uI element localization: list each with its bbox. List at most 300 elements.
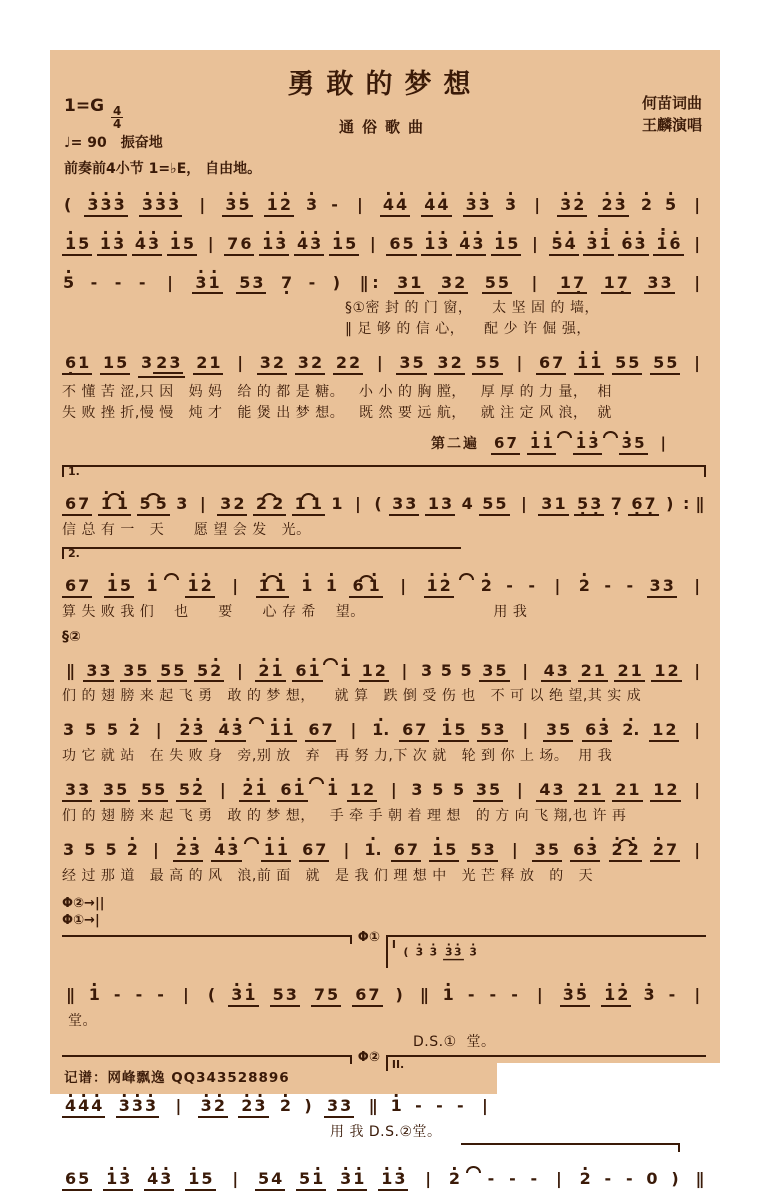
barline: | — [167, 272, 173, 292]
note: 5 — [155, 493, 167, 513]
note: · 1 — [89, 987, 100, 1004]
note: 1 — [331, 493, 343, 513]
mood-marking: 振奋地 — [120, 135, 163, 151]
slur-arc — [309, 777, 324, 784]
beam-group — [359, 660, 389, 683]
transcriber-credit: 记谱：网峰飘逸 QQ343528896 — [64, 1070, 290, 1086]
note: 2 — [615, 780, 627, 800]
note: 3 — [662, 575, 674, 595]
beam-group — [609, 839, 642, 862]
note: · 3 — [145, 1098, 156, 1115]
beam-group — [222, 197, 252, 217]
note: 1 — [630, 660, 642, 680]
barline: | — [555, 1169, 562, 1189]
barline: | — [350, 720, 357, 740]
note: · 1 — [542, 436, 552, 452]
barline: | — [694, 985, 701, 1005]
lyrics-row — [62, 742, 706, 763]
ending-label: II. — [391, 1058, 405, 1072]
beam-group — [116, 1098, 159, 1118]
barline: | — [511, 839, 518, 859]
note: · 2 — [579, 578, 590, 595]
note: 1 — [654, 660, 666, 680]
note: 3 — [78, 780, 90, 800]
phrase-line — [62, 1055, 352, 1064]
note: 4 — [271, 1169, 283, 1189]
note: 6 — [65, 493, 77, 513]
note: · 3 — [231, 987, 242, 1004]
note: 7 — [78, 575, 90, 595]
beam-group — [83, 660, 113, 683]
note: · 3 — [588, 436, 598, 452]
note: · 2 — [280, 1098, 291, 1115]
note: 6 — [573, 839, 585, 859]
note: 6 — [494, 434, 505, 453]
note: 7 — [227, 233, 239, 253]
note: · 1 — [282, 722, 293, 739]
note: 1 — [427, 493, 440, 513]
lyrics-row — [62, 1028, 706, 1049]
note: 2 — [667, 660, 679, 680]
beam-group — [224, 233, 254, 256]
phrase-overline — [461, 1143, 680, 1152]
dash: - — [489, 985, 497, 1005]
note: 4 — [543, 660, 555, 680]
coda-label: Φ① — [357, 929, 380, 945]
note: 5 — [345, 233, 357, 253]
beam-group — [217, 493, 247, 516]
beam-group — [295, 355, 325, 375]
note: 4 — [461, 493, 473, 513]
barline: | — [343, 839, 350, 859]
note: 3 — [65, 780, 77, 800]
note: · 1 — [604, 987, 615, 1004]
beam-group — [100, 782, 130, 802]
beam-group — [644, 272, 674, 295]
beam-group — [472, 355, 502, 375]
note: 3 · — [590, 496, 601, 513]
note: 5 — [470, 839, 482, 859]
note: · 1 — [327, 782, 338, 799]
barline: | — [182, 985, 189, 1005]
beam-group — [649, 722, 679, 742]
dash: - — [604, 1169, 612, 1189]
note: · 3 — [155, 197, 166, 214]
music-system — [62, 568, 706, 598]
notation-symbol: : — [682, 493, 690, 513]
note: 3 — [327, 1096, 339, 1116]
note: 5 — [440, 660, 452, 680]
note: 1 — [310, 493, 322, 513]
lyrics-line: 信 总 有 一 天 愿 望 会 发 光。 — [62, 521, 311, 538]
note: 6 — [539, 353, 551, 373]
note: · 2 — [440, 578, 451, 595]
beam-group — [396, 355, 426, 375]
note: 3 — [647, 272, 659, 292]
note: 5 — [106, 720, 119, 740]
note: 1 — [559, 272, 571, 292]
beam-group — [421, 233, 451, 256]
note: · 3 — [142, 197, 153, 214]
note: 2 — [666, 780, 678, 800]
note: 7 · — [281, 275, 292, 292]
beam-group — [463, 197, 493, 217]
note: 1 — [361, 660, 373, 680]
lyrics-row — [62, 802, 706, 823]
beam-group — [651, 660, 681, 683]
notation-symbol: ( — [403, 944, 409, 958]
note: · 1 — [308, 663, 319, 680]
note: · 2 — [481, 578, 492, 595]
beam-group — [536, 782, 566, 802]
barline: | — [694, 195, 701, 214]
system-row — [62, 712, 706, 763]
note: · 1 — [530, 436, 540, 452]
music-system — [62, 187, 706, 217]
page-cutout — [497, 1063, 770, 1143]
ending-label: I — [391, 937, 396, 951]
double-barline: || — [359, 272, 367, 292]
dash: - — [528, 575, 536, 595]
note: 3 — [441, 493, 453, 513]
coda-direction: Φ②→|| — [62, 895, 105, 911]
note: · 1 — [259, 578, 270, 595]
beam-group — [98, 493, 131, 516]
note: 3 — [556, 660, 568, 680]
note: 5 — [78, 233, 90, 253]
second-time-row — [62, 426, 706, 455]
note: 6 — [389, 233, 401, 253]
note: · 3 — [643, 987, 654, 1004]
note: 3 — [176, 493, 188, 513]
note: · 4 — [424, 197, 435, 214]
barline: | — [694, 720, 701, 740]
coda-directions — [62, 895, 706, 929]
beam-group — [479, 660, 509, 683]
note: · 4 — [78, 1098, 89, 1115]
note: 5 — [84, 839, 96, 859]
barline: | — [532, 233, 538, 253]
note: · 3 — [586, 842, 597, 859]
beam-group — [277, 782, 307, 802]
beam-group — [614, 660, 644, 683]
music-system — [62, 832, 706, 862]
note: · 1 — [294, 782, 305, 799]
note: 7 — [368, 985, 380, 1005]
barline: | — [520, 493, 527, 513]
lyrics-line: 不 懂 苦 涩,只 因 妈 妈 给 的 都 是 糖。 小 小 的 胸 膛， 厚 厚 的 力 量， 相 — [62, 384, 612, 401]
note: · 1 — [427, 578, 438, 595]
note: · 1 — [391, 1098, 402, 1115]
note: · 3 — [201, 1098, 212, 1115]
note: 3 — [493, 720, 505, 740]
note: · 1 — [272, 663, 283, 680]
lyrics-line: 失 败 挫 折,慢 慢 炖 才 能 煲 出 梦 想。 既 然 要 远 航， 就 注 定 风 浪， 就 — [62, 405, 612, 422]
slur-arc — [603, 431, 618, 438]
beam-group — [399, 722, 429, 742]
note: 5 — [197, 660, 209, 680]
beam-group — [582, 722, 612, 742]
note: 5 — [666, 353, 678, 373]
notation-symbol: ) — [304, 1096, 312, 1116]
beam-group — [549, 233, 579, 256]
note: 3 — [475, 780, 487, 800]
beam-group — [167, 233, 197, 256]
note: · 2 — [628, 842, 639, 859]
dash: - — [511, 985, 518, 1005]
note: 3 — [86, 660, 98, 680]
system-row — [62, 772, 706, 823]
system-row — [62, 1161, 706, 1191]
dash: - — [135, 985, 143, 1005]
beam-group — [62, 1098, 105, 1118]
beam-group — [103, 1171, 133, 1191]
note: · 1 — [494, 236, 505, 253]
note: · 1 — [100, 236, 111, 253]
note: 3 — [405, 493, 417, 513]
beam-group — [62, 575, 92, 598]
note: 6 — [280, 780, 292, 800]
note: · 4 — [565, 236, 576, 253]
note: · 2 — [573, 197, 584, 214]
beam-group — [329, 233, 359, 256]
beam-group — [215, 722, 245, 742]
note: 0 — [646, 1169, 658, 1189]
barline: | — [232, 575, 239, 595]
note: · 2 — [192, 782, 203, 799]
note: · 1 — [188, 578, 199, 595]
note: 7 · — [617, 275, 628, 292]
note: 5 — [327, 985, 339, 1005]
time-signature: $\frac{4}{4}$ — [113, 104, 122, 131]
note: · 2 — [601, 197, 612, 214]
note: · 3 — [560, 197, 571, 214]
barline: | — [155, 720, 162, 740]
note: · 2 — [449, 1171, 460, 1188]
note: 6 — [65, 575, 77, 595]
note: 1 — [628, 780, 640, 800]
note: 7 — [78, 493, 90, 513]
note: · 1 — [577, 355, 588, 372]
dash: - — [506, 575, 513, 595]
note: 5 — [116, 780, 128, 800]
note: 5 — [454, 720, 466, 740]
note: · 3 — [119, 1098, 130, 1115]
note: 2 — [617, 660, 629, 680]
note: · 1 — [332, 236, 343, 253]
note: 3 — [141, 353, 153, 373]
note: 5 — [105, 839, 117, 859]
barline: | — [516, 780, 523, 800]
beam-group — [482, 272, 512, 295]
beam-group — [628, 493, 658, 516]
beam-group — [491, 436, 520, 455]
ending-bracket — [386, 935, 706, 969]
coda-bracket-row — [62, 929, 706, 969]
dash: - — [530, 1169, 538, 1189]
note: · 2 — [653, 842, 664, 859]
beam-group — [429, 839, 459, 862]
note: · 2 — [176, 842, 187, 859]
note: 2 — [580, 660, 592, 680]
coda-label: Φ② — [357, 1050, 380, 1066]
barline: | — [355, 493, 361, 513]
note: · 3 — [563, 987, 574, 1004]
beam-group — [257, 355, 287, 375]
note: 3 — [420, 660, 433, 680]
beam-group — [292, 660, 322, 683]
beam-group — [443, 946, 464, 960]
lyrics-line: 功 它 就 站 在 失 败 身 旁,别 放 弃 再 努 力,下 次 就 轮 到 你 上 场。 用 我 — [62, 748, 613, 765]
note: 7 — [552, 353, 564, 373]
note: ·· 1 — [600, 236, 611, 253]
note: · 3 — [119, 1171, 130, 1188]
beam-group — [132, 233, 162, 256]
tempo-row — [64, 132, 163, 152]
beam-group — [261, 839, 291, 862]
note: 5 — [119, 575, 132, 595]
note: · 1 — [262, 236, 273, 253]
dash: - — [604, 575, 611, 595]
intro-note: 前奏前4小节 1=♭E， 自由地。 — [64, 161, 262, 177]
beam-group — [434, 355, 464, 375]
beam-group — [193, 355, 223, 375]
notation-symbol: ( — [64, 195, 72, 214]
beam-group — [337, 1171, 367, 1191]
lyrics-line: 堂。 — [68, 1013, 97, 1030]
note: 3 — [437, 353, 449, 373]
music-system — [62, 712, 706, 742]
lyrics-row — [62, 682, 706, 703]
beam-group — [386, 233, 416, 256]
beam-group — [378, 1171, 408, 1191]
note: 2 — [156, 353, 168, 373]
volta-bracket — [62, 547, 461, 559]
beam-group — [425, 493, 455, 516]
beam-group — [574, 493, 604, 516]
note: · 1 — [340, 663, 351, 680]
beam-group — [137, 493, 170, 516]
dash: - — [415, 1096, 422, 1116]
note: 3 — [546, 720, 558, 740]
beam-group — [311, 987, 341, 1007]
dash: - — [308, 272, 316, 292]
grace-notes — [402, 938, 478, 960]
barline: | — [536, 985, 543, 1005]
beam-group — [421, 197, 451, 217]
note: 1 — [209, 353, 221, 373]
note: 3 — [392, 493, 404, 513]
note: 7 · — [645, 496, 656, 513]
note: 1 — [294, 493, 306, 513]
note: · 3 — [340, 1171, 351, 1188]
note: · 3 — [615, 197, 626, 214]
beam-group — [176, 782, 206, 802]
music-system — [62, 1161, 706, 1191]
note: ·· 1 — [656, 236, 667, 253]
tempo-marking: ♩= 90 — [64, 135, 107, 151]
note: 5 · — [577, 496, 588, 513]
note: 5 — [139, 493, 151, 513]
note: · 2 — [641, 197, 652, 214]
barline: | — [694, 233, 701, 253]
beam-group — [176, 722, 206, 742]
note: 5 — [173, 660, 185, 680]
note: · 3 — [469, 946, 477, 957]
note: 1 — [349, 780, 361, 800]
second-time-label: 第二遍 — [431, 436, 480, 453]
note: 6 · — [65, 355, 76, 372]
note: · 2 — [612, 842, 623, 859]
note: · 3 — [225, 197, 236, 214]
beam-group — [380, 197, 410, 217]
note: 6 — [308, 720, 320, 740]
beam-group — [264, 197, 294, 217]
note: 5 — [201, 1169, 213, 1189]
beam-group — [198, 1098, 228, 1118]
note: 5 — [239, 272, 251, 292]
note: 3 — [220, 493, 232, 513]
note: 2 — [450, 353, 462, 373]
beam-group — [270, 987, 300, 1007]
barline: | — [660, 434, 666, 453]
beam-group — [120, 660, 150, 683]
dash: - — [487, 1169, 495, 1189]
music-phrase — [491, 426, 672, 455]
beam-group — [536, 355, 566, 375]
note: · 1 — [106, 1171, 117, 1188]
note: · 3 — [193, 722, 204, 739]
beam-group — [538, 493, 568, 516]
lyrics-row — [62, 1007, 706, 1028]
note: 1 — [590, 780, 602, 800]
note: · 2 — [280, 197, 291, 214]
note: 1 — [652, 720, 664, 740]
barline: | — [694, 353, 700, 373]
note: 7 · — [611, 496, 622, 513]
beam-group — [255, 1171, 285, 1191]
note: · 5 — [63, 275, 74, 292]
note: · 3 — [454, 946, 462, 957]
system-row — [62, 486, 706, 537]
barline: | — [694, 575, 701, 595]
dash: - — [457, 1096, 464, 1116]
score-body — [62, 178, 706, 1191]
note: · 3 — [87, 197, 98, 214]
song-title: 勇敢的梦想 — [287, 69, 483, 100]
note: 1 — [78, 353, 90, 373]
note: · 1 — [65, 236, 76, 253]
note: · 1 — [101, 496, 112, 513]
note: · 3 — [189, 842, 200, 859]
note: 1 — [410, 272, 422, 292]
beam-group — [456, 233, 486, 256]
beam-group — [601, 987, 631, 1007]
note: 3 — [541, 493, 553, 513]
note: 6 · — [631, 496, 642, 513]
note: 2 — [363, 780, 375, 800]
beam-group — [192, 272, 222, 295]
note: · 1 — [107, 578, 118, 595]
key-meter — [64, 96, 123, 130]
notation-symbol: ) — [666, 493, 674, 513]
beam-group — [653, 233, 683, 256]
beam-group — [479, 493, 509, 516]
note: 5 — [615, 353, 627, 373]
system-row — [62, 265, 706, 337]
note: · 1 — [432, 842, 443, 859]
lyrics-row — [62, 294, 706, 315]
